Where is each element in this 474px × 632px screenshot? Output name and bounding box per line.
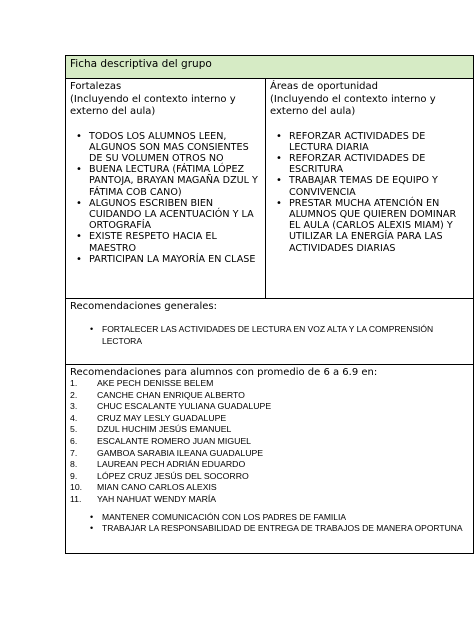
student-number: 6. (70, 435, 78, 446)
strengths-subtitle-line: (Incluyendo el contexto interno y (70, 93, 236, 105)
student-row (70, 436, 469, 448)
group-descriptive-sheet (65, 55, 474, 554)
strengths-opportunities-row (66, 79, 473, 299)
list-item: • ALGUNOS ESCRIBEN BIEN CUIDANDO LA ACENTUACIÓN Y LA ORTOGRAFÍA (89, 198, 261, 232)
opportunities-cell (266, 79, 473, 298)
general-recommendations-list (70, 324, 469, 347)
list-item: • PRESTAR MUCHA ATENCIÓN EN ALUMNOS QUE QUIEREN DOMINAR EL AULA (CARLOS ALEXIS MIAM) Y UTILIZAR LA ENERGÍA PARA LAS ACTIVIDADES DIARIAS (289, 198, 469, 254)
general-recommendations-cell (66, 299, 473, 365)
student-number: 10. (70, 482, 83, 493)
student-row (70, 378, 469, 390)
strengths-list (70, 131, 261, 265)
student-name: YAH NAHUAT WENDY MARÍA (97, 493, 217, 504)
opportunities-title-line: Áreas de oportunidad (270, 81, 378, 92)
student-name: LÓPEZ CRUZ JESÚS DEL SOCORRO (97, 470, 249, 481)
student-number: 3. (70, 401, 78, 412)
student-name: CHUC ESCALANTE YULIANA GUADALUPE (97, 401, 272, 412)
student-name: LAUREAN PECH ADRIÁN EDUARDO (97, 459, 246, 470)
list-item: • PARTICIPAN LA MAYORÍA EN CLASE (89, 254, 261, 265)
student-number: 5. (70, 424, 78, 435)
strengths-cell (66, 79, 266, 298)
opportunities-subtitle-line: (Incluyendo el contexto interno y (270, 93, 436, 105)
student-name: ESCALANTE ROMERO JUAN MIGUEL (97, 435, 251, 446)
student-row (70, 494, 469, 506)
student-name: CRUZ MAY LESLY GUADALUPE (97, 412, 227, 423)
student-number: 4. (70, 412, 78, 423)
list-item: • EXISTE RESPETO HACIA EL MAESTRO (89, 231, 261, 253)
strengths-title-line: Fortalezas (70, 81, 122, 92)
opportunities-subtitle-line: externo del aula) (270, 106, 356, 117)
list-item: • REFORZAR ACTIVIDADES DE ESCRITURA (289, 153, 469, 175)
student-recommendations-list (70, 512, 469, 535)
student-recommendations-title: Recomendaciones para alumnos con promedio de 6 a 6.9 en: (70, 367, 378, 378)
student-name: GAMBOA SARABIA ILEANA GUADALUPE (97, 447, 264, 458)
student-row (70, 424, 469, 436)
student-row (70, 390, 469, 402)
list-item: • TRABAJAR LA RESPONSABILIDAD DE ENTREGA DE TRABAJOS DE MANERA OPORTUNA (102, 523, 469, 535)
list-item: • FORTALECER LAS ACTIVIDADES DE LECTURA EN VOZ ALTA Y LA COMPRENSIÓN LECTORA (102, 324, 469, 347)
list-item: • TODOS LOS ALUMNOS LEEN, ALGUNOS SON MAS CONSIENTES DE SU VOLUMEN OTROS NO (89, 131, 261, 165)
sheet-title: Ficha descriptiva del grupo (66, 56, 473, 79)
list-item: • MANTENER COMUNICACIÓN CON LOS PADRES DE FAMILIA (102, 512, 469, 524)
student-row (70, 471, 469, 483)
student-recommendations-cell (66, 365, 473, 553)
student-number: 2. (70, 389, 78, 400)
list-item: • BUENA LECTURA (FÁTIMA LÓPEZ PANTOJA, BRAYAN MAGAÑA DZUL Y FÁTIMA COB CANO) (89, 164, 261, 198)
student-row (70, 401, 469, 413)
student-row (70, 459, 469, 471)
opportunities-list (270, 131, 469, 254)
student-number: 1. (70, 378, 78, 388)
opportunities-title (270, 81, 469, 119)
student-number: 7. (70, 447, 78, 458)
student-name: DZUL HUCHIM JESÚS EMANUEL (97, 424, 232, 435)
student-name: AKE PECH DENISSE BELEM (97, 378, 214, 388)
strengths-title (70, 81, 261, 119)
student-number: 11. (70, 493, 82, 504)
student-name: MIAN CANO CARLOS ALEXIS (97, 482, 217, 493)
student-list (70, 378, 469, 506)
general-recommendations-title: Recomendaciones generales: (70, 301, 217, 312)
student-name: CANCHE CHAN ENRIQUE ALBERTO (97, 389, 245, 400)
strengths-subtitle-line: externo del aula) (70, 106, 156, 117)
student-row (70, 413, 469, 425)
student-number: 9. (70, 470, 78, 481)
student-number: 8. (70, 459, 78, 470)
list-item: • REFORZAR ACTIVIDADES DE LECTURA DIARIA (289, 131, 469, 153)
student-row (70, 482, 469, 494)
student-row (70, 448, 469, 460)
list-item: • TRABAJAR TEMAS DE EQUIPO Y CONVIVENCIA (289, 175, 469, 197)
